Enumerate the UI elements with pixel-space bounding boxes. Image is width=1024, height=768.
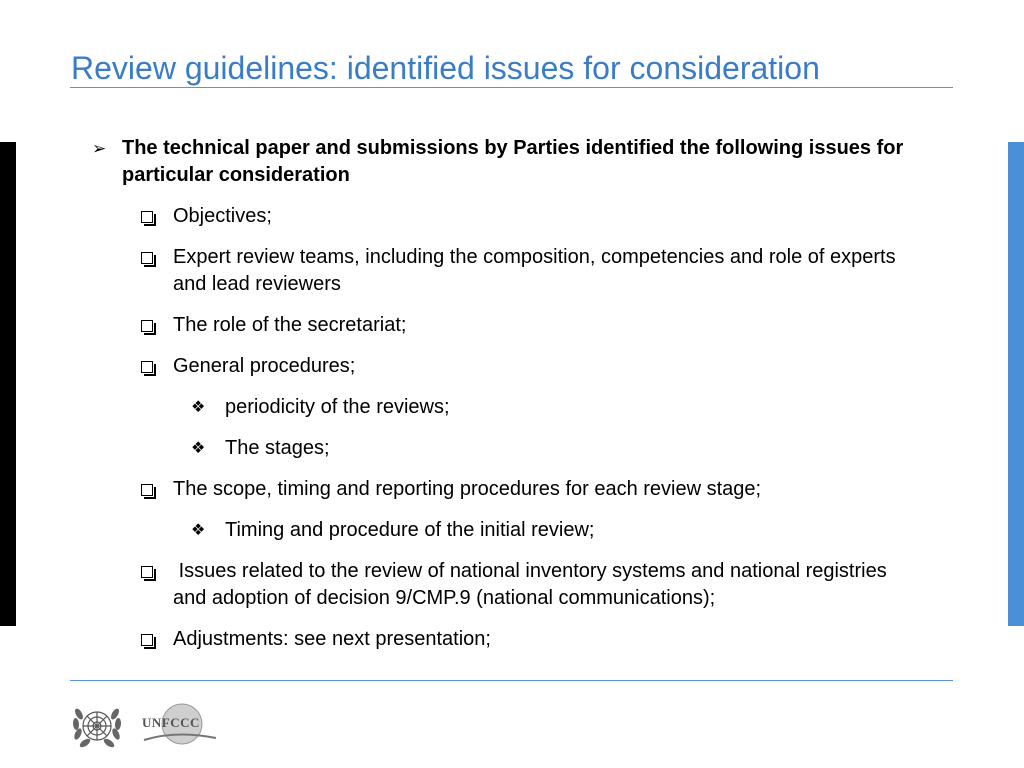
lead-text: The technical paper and submissions by Parties identified the following issues for particular consideration — [122, 137, 904, 186]
un-emblem-icon — [70, 700, 124, 752]
box-bullet-icon — [141, 634, 153, 646]
unfccc-logo-icon — [136, 700, 218, 752]
unfccc-logo-text: UNFCCC — [142, 715, 200, 730]
list-item-adjustments — [141, 626, 921, 653]
list-item-text: The role of the secretariat; — [173, 314, 407, 336]
list-item-text: Expert review teams, including the composition, competencies and role of experts and lead reviewers — [173, 246, 896, 295]
list-item-national-systems — [141, 558, 921, 612]
sublist-item-stages — [191, 435, 891, 462]
footer-divider — [70, 680, 953, 681]
box-bullet-icon — [141, 566, 153, 578]
list-item-text: General procedures; — [173, 355, 356, 377]
list-item-general-procedures — [141, 353, 921, 380]
list-item-scope-timing — [141, 476, 921, 503]
list-item-text: Adjustments: see next presentation; — [173, 628, 491, 650]
list-item-text: Issues related to the review of national inventory systems and national registries and adoption of decision 9/CMP.9 (national communications); — [173, 560, 893, 609]
sublist-item-text: periodicity of the reviews; — [225, 396, 450, 418]
footer-logos — [70, 700, 230, 752]
diamond-bullet-icon: ❖ — [191, 440, 206, 457]
list-item-text: Objectives; — [173, 205, 272, 227]
sublist-item-text: The stages; — [225, 437, 330, 459]
sublist-item-periodicity — [191, 394, 891, 421]
list-item-expert-review-teams — [141, 244, 921, 298]
box-bullet-icon — [141, 211, 153, 223]
diamond-bullet-icon: ❖ — [191, 522, 206, 539]
list-item-text: The scope, timing and reporting procedures for each review stage; — [173, 478, 762, 500]
box-bullet-icon — [141, 252, 153, 264]
diamond-bullet-icon: ❖ — [191, 399, 206, 416]
slide-title: Review guidelines: identified issues for consideration — [71, 50, 820, 86]
box-bullet-icon — [141, 320, 153, 332]
list-item-secretariat-role — [141, 312, 921, 339]
arrowhead-bullet-icon: ➢ — [92, 139, 107, 158]
box-bullet-icon — [141, 484, 153, 496]
box-bullet-icon — [141, 361, 153, 373]
sublist-item-text: Timing and procedure of the initial review; — [225, 519, 595, 541]
sublist-item-initial-review — [191, 517, 891, 544]
lead-bullet-row — [92, 135, 982, 189]
list-item-objectives — [141, 203, 921, 230]
